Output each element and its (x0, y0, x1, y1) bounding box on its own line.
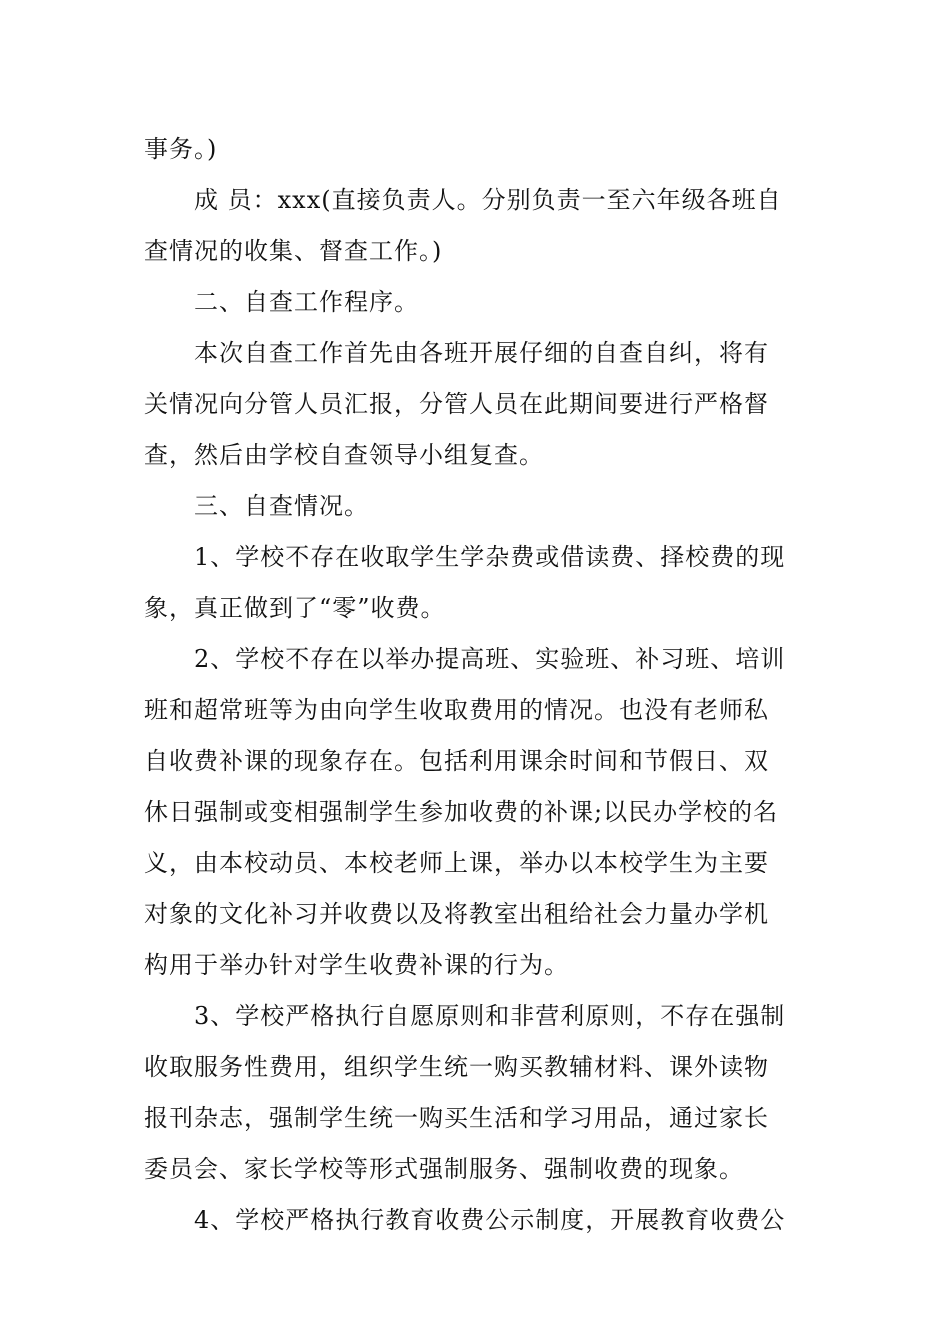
text-line: 对象的文化补习并收费以及将教室出租给社会力量办学机 (144, 900, 769, 928)
text-line: 3、学校严格执行自愿原则和非营利原则，不存在强制 (194, 1002, 786, 1030)
text-line: 事务。) (144, 135, 218, 163)
section-heading: 二、自查工作程序。 (194, 288, 419, 316)
text-line: 成 员：xxx(直接负责人。分别负责一至六年级各班自 (194, 186, 782, 214)
text-line: 查，然后由学校自查领导小组复查。 (144, 441, 544, 469)
text-line: 义，由本校动员、本校老师上课，举办以本校学生为主要 (144, 849, 769, 877)
text-line: 4、学校严格执行教育收费公示制度，开展教育收费公 (194, 1206, 786, 1234)
text-line: 班和超常班等为由向学生收取费用的情况。也没有老师私 (144, 696, 769, 724)
text-line: 收取服务性费用，组织学生统一购买教辅材料、课外读物 (144, 1053, 769, 1081)
text-line: 1、学校不存在收取学生学杂费或借读费、择校费的现 (194, 543, 786, 571)
text-line: 自收费补课的现象存在。包括利用课余时间和节假日、双 (144, 747, 769, 775)
text-line: 2、学校不存在以举办提高班、实验班、补习班、培训 (194, 645, 786, 673)
text-line: 本次自查工作首先由各班开展仔细的自查自纠，将有 (194, 339, 769, 367)
text-line: 关情况向分管人员汇报，分管人员在此期间要进行严格督 (144, 390, 769, 418)
section-heading: 三、自查情况。 (194, 492, 369, 520)
text-line: 象，真正做到了“零”收费。 (144, 594, 446, 622)
text-line: 查情况的收集、督查工作。) (144, 237, 443, 265)
text-line: 委员会、家长学校等形式强制服务、强制收费的现象。 (144, 1155, 744, 1183)
text-line: 构用于举办针对学生收费补课的行为。 (144, 951, 569, 979)
text-line: 报刊杂志，强制学生统一购买生活和学习用品，通过家长 (144, 1104, 769, 1132)
text-line: 休日强制或变相强制学生参加收费的补课;以民办学校的名 (144, 798, 779, 826)
